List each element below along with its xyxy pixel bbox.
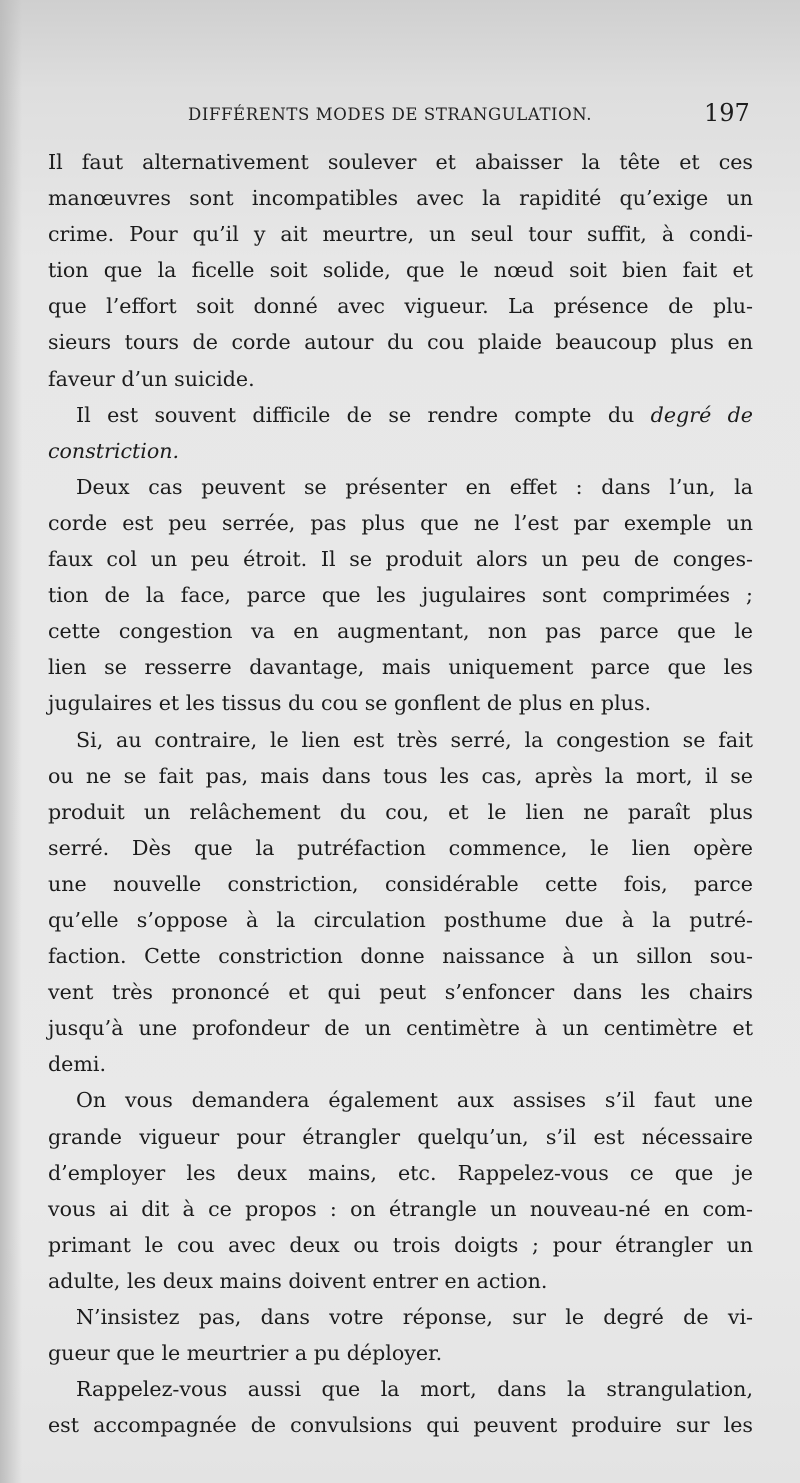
text-line: cette congestion va en augmentant, non pas parce que le <box>48 619 753 644</box>
text-line: lien se resserre davantage, mais uniquement parce que les <box>48 655 753 680</box>
text-line: ou ne se fait pas, mais dans tous les cas, après la mort, il se <box>48 763 753 788</box>
text-line: jusqu’à une profondeur de un centimètre à un centimètre et <box>48 1016 753 1041</box>
text-line: vous ai dit à ce propos : on étrangle un nouveau-né en com- <box>48 1196 753 1221</box>
text-line: sieurs tours de corde autour du cou plaide beaucoup plus en <box>48 330 753 355</box>
page-number: 197 <box>704 99 750 127</box>
text-line: Rappelez-vous aussi que la mort, dans la strangulation, <box>76 1377 753 1402</box>
text-line: tion de la face, parce que les jugulaires sont comprimées ; <box>48 583 753 608</box>
text-line: que l’effort soit donné avec vigueur. La présence de plu- <box>48 294 753 319</box>
text-line: Deux cas peuvent se présenter en effet : dans l’un, la <box>76 474 753 499</box>
text-line: qu’elle s’oppose à la circulation posthume due à la putré- <box>48 907 753 932</box>
text-line: produit un relâchement du cou, et le lien ne paraît plus <box>48 799 753 824</box>
text-line: d’employer les deux mains, etc. Rappelez-vous ce que je <box>48 1160 753 1185</box>
italic-term: constriction. <box>48 438 180 463</box>
text-line: tion que la ficelle soit solide, que le nœud soit bien fait et <box>48 258 753 283</box>
text-line: faction. Cette constriction donne naissance à un sillon sou- <box>48 944 753 969</box>
text-line: vent très prononcé et qui peut s’enfoncer dans les chairs <box>48 980 753 1005</box>
text-line: crime. Pour qu’il y ait meurtre, un seul tour suffit, à condi- <box>48 222 753 247</box>
text-line: On vous demandera également aux assises s’il faut une <box>76 1088 753 1113</box>
text-line: corde est peu serrée, pas plus que ne l’est par exemple un <box>48 510 753 535</box>
italic-term: degré de <box>650 402 753 427</box>
text-line: est accompagnée de convulsions qui peuvent produire sur les <box>48 1413 753 1438</box>
text-line: manœuvres sont incompatibles avec la rapidité qu’exige un <box>48 186 753 211</box>
text-line: demi. <box>48 1052 107 1077</box>
text-line: une nouvelle constriction, considérable cette fois, parce <box>48 871 753 896</box>
text-line: faveur d’un suicide. <box>48 366 255 391</box>
body-text <box>48 144 753 1443</box>
text-line: adulte, les deux mains doivent entrer en action. <box>48 1268 548 1293</box>
text-line: gueur que le meurtrier a pu déployer. <box>48 1341 443 1366</box>
binding-shadow <box>0 0 22 1483</box>
text-line: serré. Dès que la putréfaction commence, le lien opère <box>48 835 753 860</box>
text-line: faux col un peu étroit. Il se produit alors un peu de conges- <box>48 547 753 572</box>
text-line: jugulaires et les tissus du cou se gonflent de plus en plus. <box>48 691 652 716</box>
text-line-with-italic: Il est souvent difficile de se rendre compte du degré de <box>76 402 753 427</box>
text-line: Si, au contraire, le lien est très serré, la congestion se fait <box>76 727 753 752</box>
text-line: Il faut alternativement soulever et abaisser la tête et ces <box>48 150 753 174</box>
page-header <box>0 99 800 139</box>
text-line: primant le cou avec deux ou trois doigts ; pour étrangler un <box>48 1232 753 1257</box>
text-line-italic <box>48 433 753 469</box>
text-line: N’insistez pas, dans votre réponse, sur le degré de vi- <box>76 1305 753 1329</box>
running-head: DIFFÉRENTS MODES DE STRANGULATION. <box>188 105 593 124</box>
text-line: grande vigueur pour étrangler quelqu’un, s’il est nécessaire <box>48 1124 753 1149</box>
